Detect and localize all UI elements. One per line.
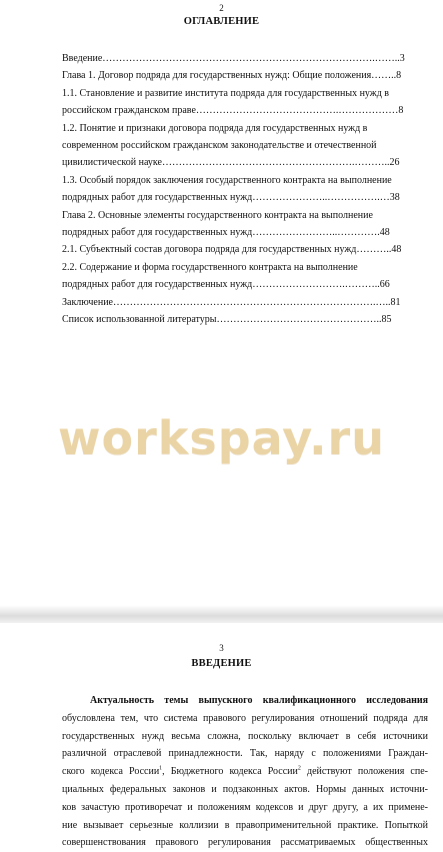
- intro-line: ние вызывает серьезные коллизии в правоприменительной практике. Попыткой: [62, 819, 428, 831]
- page-3: [0, 623, 443, 851]
- intro-line: циальных федеральных законов и подзаконных актов. Нормы данных источни-: [62, 783, 428, 795]
- toc-line[interactable]: 1.3. Особый порядок заключения государственного контракта на выполнение: [62, 174, 392, 186]
- intro-line: государственных нужд весьма сложна, поскольку включает в себя источники: [62, 730, 428, 742]
- section-heading: ВВЕДЕНИЕ: [191, 658, 252, 669]
- toc-line[interactable]: Список использованной литературы…………………………………………..85: [62, 314, 392, 326]
- intro-line: различной отраслевой принадлежности. Так, наряду с положениями Граждан-: [62, 748, 428, 760]
- toc-line[interactable]: цивилистической науке………………………………………………….………..26: [62, 157, 400, 169]
- footnote-ref[interactable]: 1: [159, 765, 163, 772]
- toc-line[interactable]: российском гражданском праве…………………………………….………………8: [62, 105, 404, 117]
- lead-bold-text: Актуальность темы выпускного квалификационного исследования: [90, 695, 428, 706]
- toc-line[interactable]: подрядных работ для государственных нужд…………………..…………….…38: [62, 192, 400, 204]
- intro-line: обусловлена тем, что система правового регулирования отношений подряда для: [62, 712, 428, 724]
- page-number: 3: [219, 643, 224, 653]
- page-number: 2: [219, 3, 224, 13]
- toc-line[interactable]: подрядных работ для государственных нужд……………………..………….48: [62, 227, 390, 239]
- toc-heading: ОГЛАВЛЕНИЕ: [183, 16, 260, 27]
- toc-line[interactable]: Заключение…………………………………………………………………….…..81: [62, 296, 401, 308]
- page-divider: [0, 605, 443, 623]
- toc-line[interactable]: 2.2. Содержание и форма государственного контракта на выполнение: [62, 261, 358, 273]
- toc-line[interactable]: 1.2. Понятие и признаки договора подряда для государственных нужд в: [62, 122, 368, 134]
- intro-text: [62, 692, 428, 852]
- footnote-ref[interactable]: 2: [297, 765, 301, 772]
- intro-line: совершенствования правового регулирования рассматриваемых общественных: [62, 837, 428, 849]
- intro-line: ского кодекса России$^1$, Бюджетного кодекса России$^2$ действуют положения спе-: [62, 765, 428, 778]
- toc-line[interactable]: Глава 2. Основные элементы государственного контракта на выполнение: [62, 209, 373, 221]
- toc-line[interactable]: 1.1. Становление и развитие института подряда для государственных нужд в: [62, 87, 390, 99]
- toc-line[interactable]: подрядных работ для государственных нужд……………………….………..66: [62, 279, 390, 291]
- watermark: workspay.ru: [58, 411, 385, 465]
- intro-line: [62, 692, 428, 710]
- toc-line[interactable]: Глава 1. Договор подряда для государственных нужд: Общие положения……..8: [62, 70, 402, 82]
- toc-line[interactable]: современном российском гражданском законодательстве и отечественной: [62, 140, 377, 152]
- table-of-contents: [62, 50, 428, 329]
- toc-line[interactable]: 2.1. Субъектный состав договора подряда для государственных нужд………..48: [62, 244, 402, 256]
- toc-line[interactable]: Введение……………………………………………………………………….……..3: [62, 53, 405, 64]
- intro-line: ков зачастую противоречат и положениям кодексов и друг другу, а их примене-: [62, 801, 428, 813]
